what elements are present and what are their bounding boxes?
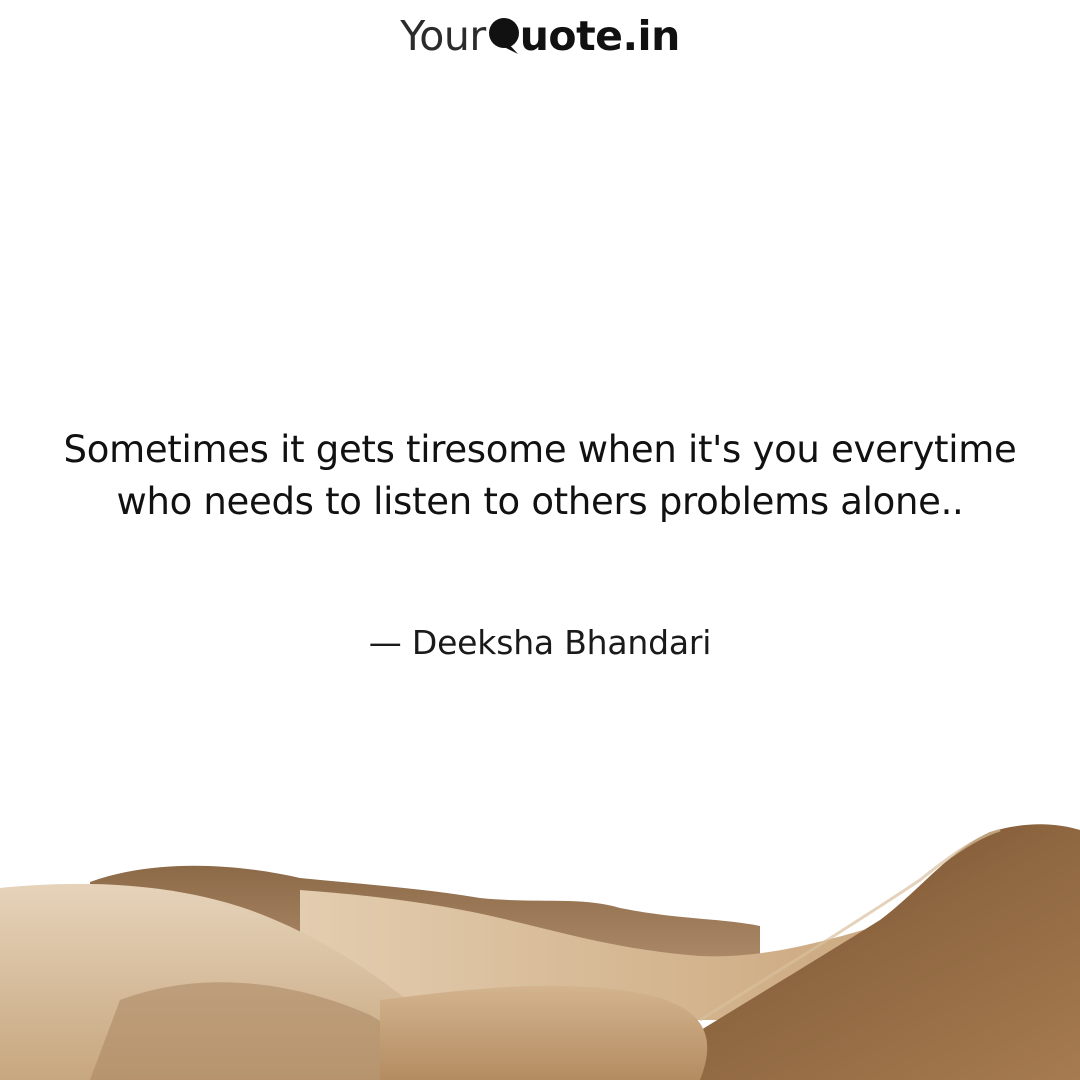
quote-author: — Deeksha Bhandari	[368, 623, 712, 662]
logo-prefix: Your	[400, 12, 486, 60]
yourquote-logo	[0, 8, 1080, 64]
desert-dunes-image	[0, 800, 1080, 1080]
quote-text: Sometimes it gets tiresome when it's you everytime who needs to listen to others problems alone..	[63, 428, 1017, 523]
quote-bubble-q-icon	[487, 16, 521, 56]
logo-suffix: uote.in	[519, 12, 680, 60]
